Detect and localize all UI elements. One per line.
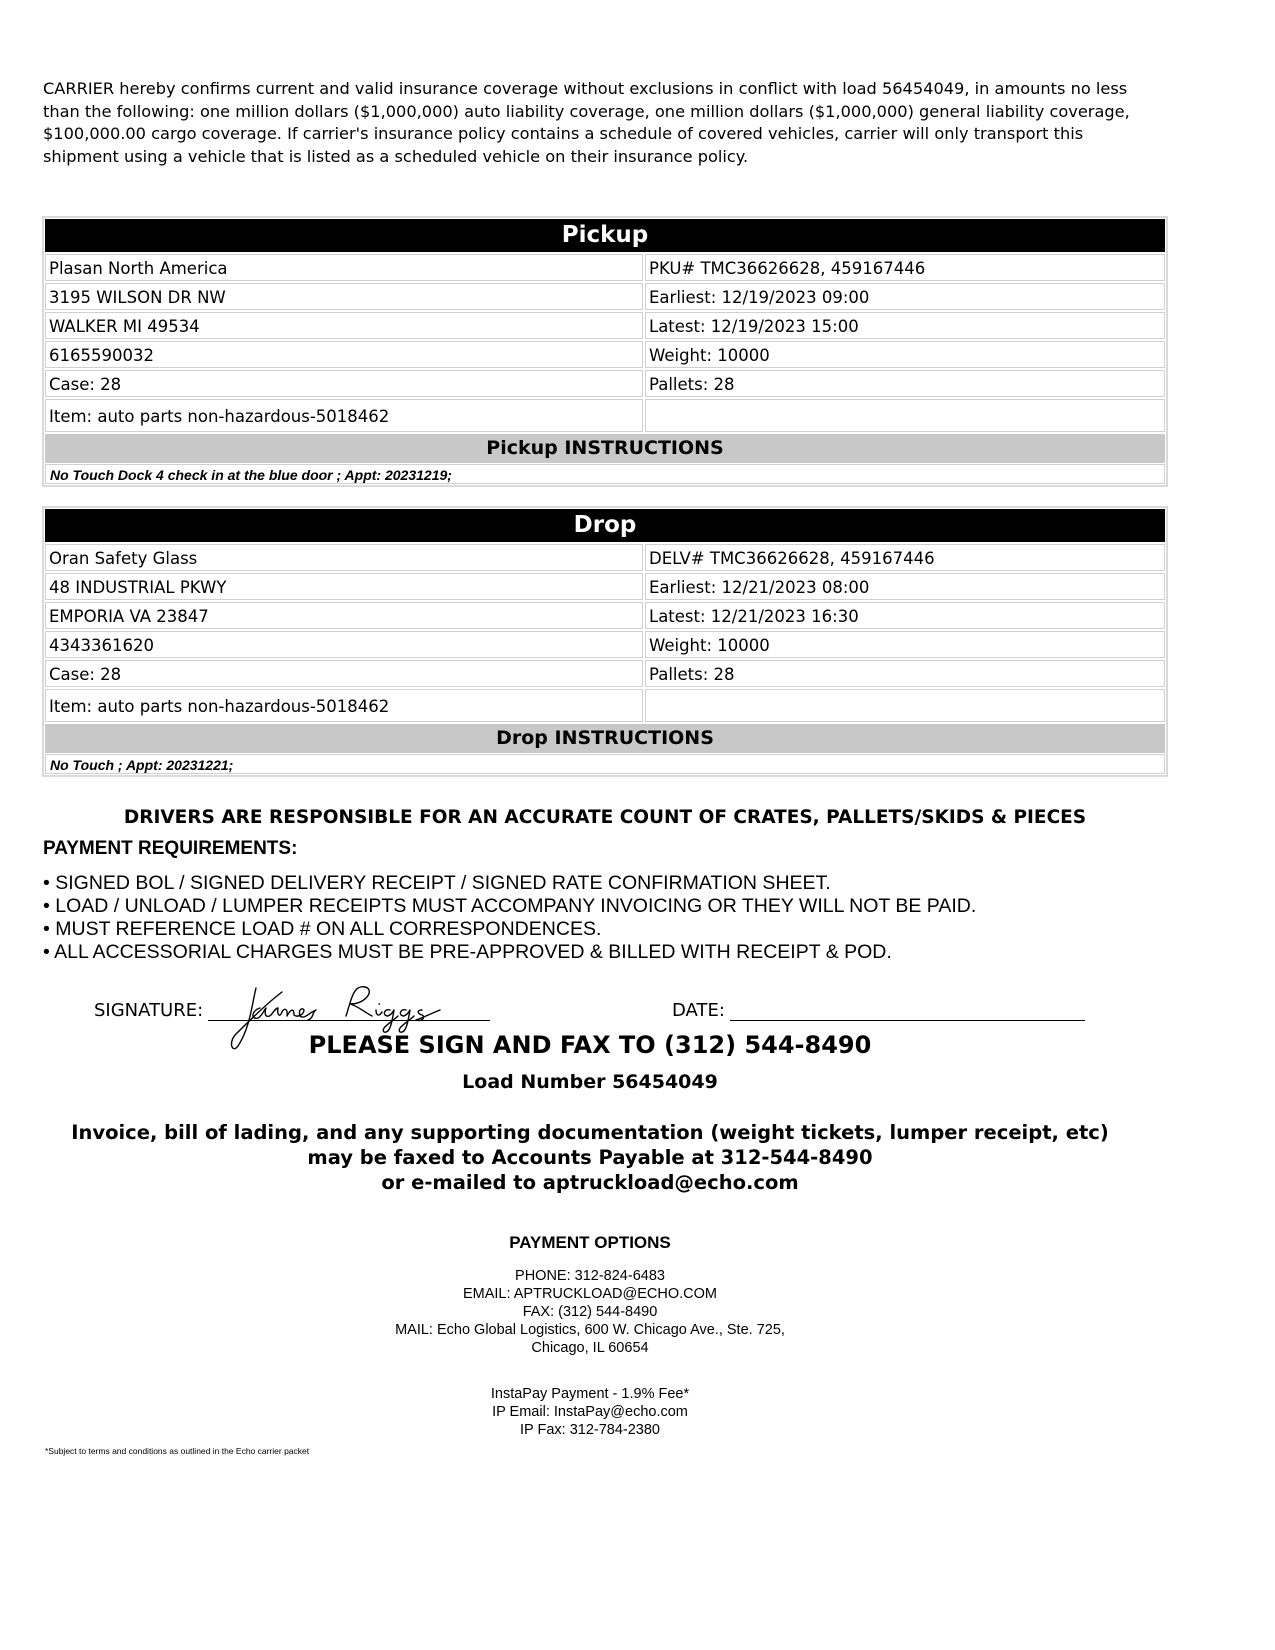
drop-row [44, 688, 1166, 723]
contact-email: EMAIL: APTRUCKLOAD@ECHO.COM [462, 1286, 717, 1302]
drop-earliest: Earliest: 12/21/2023 08:00 [645, 573, 1165, 600]
fax-instruction: PLEASE SIGN AND FAX TO (312) 544-8490 [308, 1031, 872, 1059]
instapay-fax: IP Fax: 312-784-2380 [520, 1422, 660, 1438]
pickup-instructions: No Touch Dock 4 check in at the blue door ; Appt: 20231219; [45, 464, 1165, 484]
drop-city: EMPORIA VA 23847 [45, 602, 643, 629]
pickup-number: PKU# TMC36626628, 459167446 [645, 254, 1165, 281]
list-item: • MUST REFERENCE LOAD # ON ALL CORRESPONDENCES. [43, 918, 602, 940]
pickup-row [44, 369, 1166, 398]
invoice-line: may be faxed to Accounts Payable at 312-544-8490 [307, 1146, 873, 1169]
insurance-line: shipment using a vehicle that is listed as a scheduled vehicle on their insurance policy. [43, 146, 749, 166]
pickup-row [44, 253, 1166, 282]
list-item: • ALL ACCESSORIAL CHARGES MUST BE PRE-APPROVED & BILLED WITH RECEIPT & POD. [43, 941, 892, 963]
drivers-notice: DRIVERS ARE RESPONSIBLE FOR AN ACCURATE COUNT OF CRATES, PALLETS/SKIDS & PIECES [123, 807, 1087, 828]
instapay-fee: InstaPay Payment - 1.9% Fee* [490, 1386, 690, 1402]
drop-title: Drop [45, 509, 1165, 542]
pickup-latest: Latest: 12/19/2023 15:00 [645, 312, 1165, 339]
pickup-empty-cell [645, 399, 1165, 432]
contact-mail-city: Chicago, IL 60654 [531, 1340, 649, 1356]
pickup-instructions-title: Pickup INSTRUCTIONS [45, 434, 1165, 463]
list-item: • LOAD / UNLOAD / LUMPER RECEIPTS MUST ACCOMPANY INVOICING OR THEY WILL NOT BE PAID. [43, 895, 977, 917]
drop-phone: 4343361620 [45, 631, 643, 658]
drop-item: Item: auto parts non-hazardous-5018462 [45, 689, 643, 722]
pickup-weight: Weight: 10000 [645, 341, 1165, 368]
drop-row [44, 659, 1166, 688]
drop-latest: Latest: 12/21/2023 16:30 [645, 602, 1165, 629]
payment-requirements-heading: PAYMENT REQUIREMENTS: [43, 838, 298, 859]
pickup-row [44, 282, 1166, 311]
drop-row [44, 601, 1166, 630]
instapay-email: IP Email: InstaPay@echo.com [492, 1404, 688, 1420]
pickup-case: Case: 28 [45, 370, 643, 397]
drop-row [44, 572, 1166, 601]
insurance-line: CARRIER hereby confirms current and valid insurance coverage without exclusions in conflict with load 56454049, in amounts no less [43, 79, 1128, 98]
drop-row [44, 543, 1166, 572]
invoice-instructions [0, 1120, 1180, 1195]
pickup-company: Plasan North America [45, 254, 643, 281]
drop-number: DELV# TMC36626628, 459167446 [645, 544, 1165, 571]
pickup-row [44, 340, 1166, 369]
pickup-section [42, 216, 1168, 487]
contact-phone: PHONE: 312-824-6483 [515, 1268, 665, 1284]
drop-company: Oran Safety Glass [45, 544, 643, 571]
pickup-phone: 6165590032 [45, 341, 643, 368]
pickup-address: 3195 WILSON DR NW [45, 283, 643, 310]
drop-instructions: No Touch ; Appt: 20231221; [45, 754, 1165, 774]
pickup-earliest: Earliest: 12/19/2023 09:00 [645, 283, 1165, 310]
pickup-city: WALKER MI 49534 [45, 312, 643, 339]
invoice-line: or e-mailed to aptruckload@echo.com [381, 1171, 799, 1194]
contact-mail: MAIL: Echo Global Logistics, 600 W. Chicago Ave., Ste. 725, [395, 1322, 785, 1338]
drop-weight: Weight: 10000 [645, 631, 1165, 658]
pickup-row [44, 311, 1166, 340]
contact-fax: FAX: (312) 544-8490 [522, 1304, 658, 1320]
pickup-item: Item: auto parts non-hazardous-5018462 [45, 399, 643, 432]
drop-case: Case: 28 [45, 660, 643, 687]
signature-label: SIGNATURE: [94, 1000, 204, 1021]
drop-empty-cell [645, 689, 1165, 722]
pickup-title: Pickup [45, 219, 1165, 252]
date-line[interactable] [730, 1020, 1085, 1021]
footnote: *Subject to terms and conditions as outlined in the Echo carrier packet [45, 1446, 310, 1456]
drop-instructions-title: Drop INSTRUCTIONS [45, 724, 1165, 753]
payment-options-contact [0, 1267, 1180, 1357]
drop-address: 48 INDUSTRIAL PKWY [45, 573, 643, 600]
pickup-row [44, 398, 1166, 433]
drop-pallets: Pallets: 28 [645, 660, 1165, 687]
insurance-line: $100,000.00 cargo coverage. If carrier's insurance policy contains a schedule of covered vehicles, carrier will only transport this [43, 124, 1084, 143]
list-item: • SIGNED BOL / SIGNED DELIVERY RECEIPT / SIGNED RATE CONFIRMATION SHEET. [43, 872, 831, 894]
invoice-line: Invoice, bill of lading, and any supporting documentation (weight tickets, lumper receipt, etc) [71, 1121, 1109, 1144]
pickup-pallets: Pallets: 28 [645, 370, 1165, 397]
drop-section [42, 506, 1168, 777]
load-number: Load Number 56454049 [462, 1071, 718, 1093]
payment-requirements-list [43, 872, 976, 964]
insurance-line: than the following: one million dollars ($1,000,000) auto liability coverage, one million dollars ($1,000,000) general liability coverage, [43, 101, 1130, 121]
date-label: DATE: [672, 1000, 725, 1021]
payment-options-instapay [0, 1385, 1180, 1439]
insurance-confirmation [43, 78, 1163, 168]
payment-options-heading: PAYMENT OPTIONS [509, 1233, 671, 1252]
drop-row [44, 630, 1166, 659]
